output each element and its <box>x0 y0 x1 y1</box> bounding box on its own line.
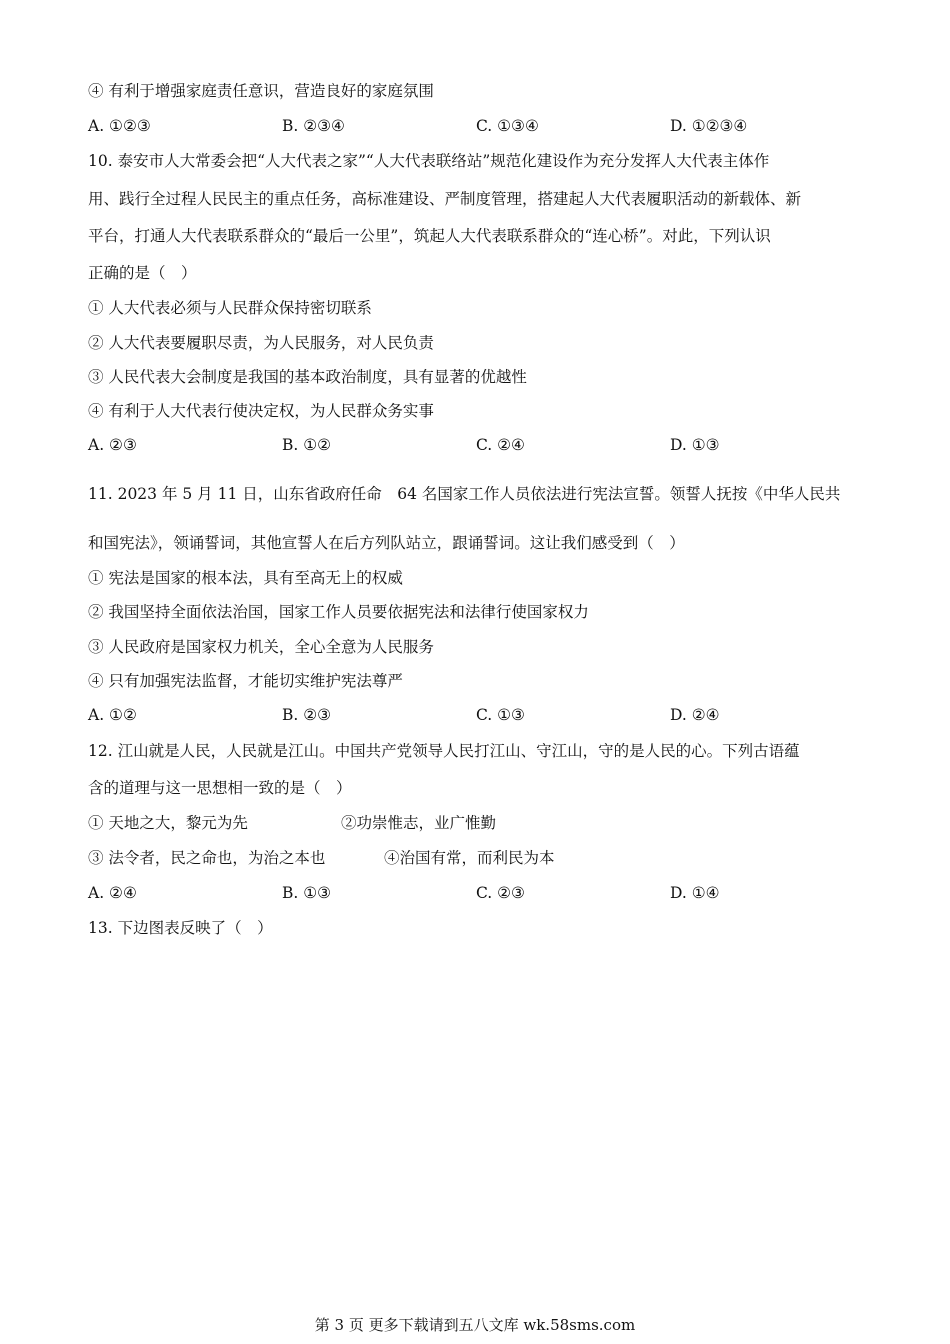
q10-stem-line-4: 正确的是（ ） <box>88 264 197 282</box>
q11-stem-line-2: 和国宪法》，领诵誓词，其他宣誓人在后方列队站立，跟诵誓词。这让我们感受到（ ） <box>88 534 685 552</box>
q10-option-d: D. ①③ <box>670 436 720 454</box>
q11-option-d: D. ②④ <box>670 706 720 724</box>
q9-statement-4: ④ 有利于增强家庭责任意识，营造良好的家庭氛围 <box>88 82 434 100</box>
q9-option-c: C. ①③④ <box>476 117 539 135</box>
q10-option-b: B. ①② <box>282 436 332 454</box>
q11-stem-line-1: 11. 2023 年 5 月 11 日，山东省政府任命 64 名国家工作人员依法进行宪法宣誓。领誓人抚按《中华人民共 <box>88 485 841 503</box>
q11-statement-1: ① 宪法是国家的根本法，具有至高无上的权威 <box>88 569 403 587</box>
page-footer: 第 3 页 更多下载请到五八文库 wk.58sms.com <box>314 1316 636 1334</box>
q10-statement-3: ③ 人民代表大会制度是我国的基本政治制度，具有显著的优越性 <box>88 368 527 386</box>
q13-stem: 13. 下边图表反映了（ ） <box>88 919 273 937</box>
q11-option-b: B. ②③ <box>282 706 332 724</box>
q12-option-d: D. ①④ <box>670 884 720 902</box>
q12-stem-line-1: 12. 江山就是人民，人民就是江山。中国共产党领导人民打江山、守江山，守的是人民的心。下列古语蕴 <box>88 742 800 760</box>
q10-stem-line-2: 用、践行全过程人民民主的重点任务，高标准建设、严制度管理，搭建起人大代表履职活动的新载体、新 <box>88 190 802 208</box>
q12-option-c: C. ②③ <box>476 884 525 902</box>
q12-statements-row-1 <box>88 814 497 832</box>
q9-option-a: A. ①②③ <box>88 117 151 135</box>
q11-statement-4: ④ 只有加强宪法监督，才能切实维护宪法尊严 <box>88 672 403 690</box>
q9-option-d: D. ①②③④ <box>670 117 748 135</box>
q10-stem-line-3: 平台，打通人大代表联系群众的“最后一公里”，筑起人大代表联系群众的“连心桥”。对此，下列认识 <box>88 227 771 245</box>
q10-statement-2: ② 人大代表要履职尽责，为人民服务，对人民负责 <box>88 334 434 352</box>
q9-option-b: B. ②③④ <box>282 117 345 135</box>
q11-statement-2: ② 我国坚持全面依法治国，国家工作人员要依据宪法和法律行使国家权力 <box>88 603 589 621</box>
q12-option-b: B. ①③ <box>282 884 332 902</box>
q12-statement-2: ②功崇惟志，业广惟勤 <box>341 814 497 832</box>
q12-statement-4: ④治国有常，而利民为本 <box>384 849 555 867</box>
q12-statement-3: ③ 法令者，民之命也，为治之本也 <box>88 849 326 867</box>
q10-stem-line-1: 10. 泰安市人大常委会把“人大代表之家”“人大代表联络站”规范化建设作为充分发挥人大代表主体作 <box>88 152 770 170</box>
q11-option-c: C. ①③ <box>476 706 525 724</box>
q11-option-a: A. ①② <box>88 706 137 724</box>
q10-option-c: C. ②④ <box>476 436 525 454</box>
q10-option-a: A. ②③ <box>88 436 137 454</box>
q12-stem-line-2: 含的道理与这一思想相一致的是（ ） <box>88 779 352 797</box>
q12-statements-row-2 <box>88 849 555 867</box>
q10-statement-4: ④ 有利于人大代表行使决定权，为人民群众务实事 <box>88 402 434 420</box>
q11-statement-3: ③ 人民政府是国家权力机关，全心全意为人民服务 <box>88 638 434 656</box>
q10-statement-1: ① 人大代表必须与人民群众保持密切联系 <box>88 299 372 317</box>
q12-option-a: A. ②④ <box>88 884 137 902</box>
q12-statement-1: ① 天地之大，黎元为先 <box>88 814 248 832</box>
